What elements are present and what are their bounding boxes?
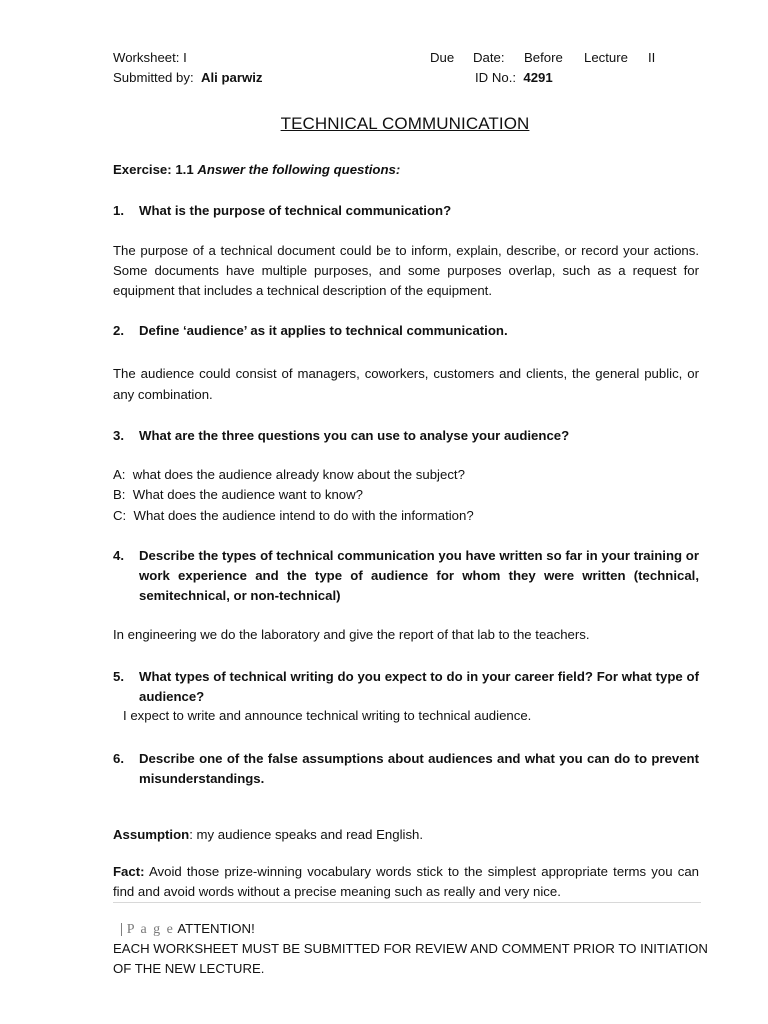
question-text: Describe one of the false assumptions about audiences and what you can do to prevent misunderstandings. [139,751,699,786]
question-text: What is the purpose of technical communication? [139,203,452,218]
fact-text: Avoid those prize-winning vocabulary words stick to the simplest appropriate terms you can find and avoid words without a precise meaning such as really and very nice. [113,864,700,899]
question-text: What types of technical writing do you expect to do in your career field? For what type of audience? [139,669,699,704]
list-text: What does the audience want to know? [132,487,363,502]
question-number: 1. [113,203,124,218]
assumption-label: Assumption [113,827,190,842]
worksheet-label: Worksheet: I [113,50,187,65]
question-text: What are the three questions you can use to analyse your audience? [139,428,570,443]
list-label: C: [113,508,127,523]
id-label: ID No.: [475,70,517,85]
id-number [475,69,553,87]
lecture-number: II [648,50,656,65]
before-word: Before [524,50,563,65]
question-6 [113,749,699,789]
exercise-instruction: Answer the following questions: [197,162,401,177]
question-1 [113,201,699,221]
answer-3b [113,486,363,504]
footer-divider [113,902,701,903]
assumption-text: : my audience speaks and read English. [189,827,424,842]
answer-3c [113,507,474,525]
question-2 [113,321,699,341]
question-text: Define ‘audience’ as it applies to technical communication. [139,323,508,338]
submitted-label: Submitted by: [113,70,194,85]
lecture-word: Lecture [584,50,628,65]
list-label: A: [113,467,126,482]
answer-4: In engineering we do the laboratory and give the report of that lab to the teachers. [113,627,590,642]
answer-5: I expect to write and announce technical writing to technical audience. [123,708,532,723]
exercise-label: Exercise: 1.1 [113,162,194,177]
submitted-name: Ali parwiz [200,70,263,85]
list-text: what does the audience already know about the subject? [132,467,465,482]
id-value: 4291 [523,70,553,85]
answer-2: The audience could consist of managers, coworkers, customers and clients, the general public, or any combination. [113,366,699,402]
page-separator: | [120,921,124,937]
footer-attention-line [120,920,255,939]
fact-label: Fact: [113,864,145,879]
question-number: 6. [113,751,124,766]
list-text: What does the audience intend to do with the information? [133,508,474,523]
exercise-heading [113,161,400,179]
date-word: Date: [473,50,505,65]
due-word: Due [430,50,455,65]
list-label: B: [113,487,126,502]
question-number: 4. [113,548,124,563]
page-word: P a g e [126,922,175,937]
question-text: Describe the types of technical communication you have written so far in your training or work experience and the type of audience for whom they were written (technical, semitechnical, or non-technical) [139,548,699,603]
question-3 [113,426,699,446]
answer-1: The purpose of a technical document could be to inform, explain, describe, or record your actions. Some documents have multiple purposes, and some purposes overlap, such as a request for equipment that includes a technical description of the equipment. [113,243,699,298]
attention-label: ATTENTION! [177,921,255,936]
submitted-by [113,69,263,87]
assumption [113,826,423,844]
question-number: 3. [113,428,124,443]
page-title: TECHNICAL COMMUNICATION [280,114,530,133]
footer-notice: EACH WORKSHEET MUST BE SUBMITTED FOR REVIEW AND COMMENT PRIOR TO INITIATION [113,941,708,956]
question-4 [113,546,699,606]
question-number: 2. [113,323,124,338]
question-number: 5. [113,669,124,684]
fact [113,862,699,902]
answer-3a [113,466,465,484]
footer-notice-2: OF THE NEW LECTURE. [113,961,265,976]
question-5 [113,667,699,707]
